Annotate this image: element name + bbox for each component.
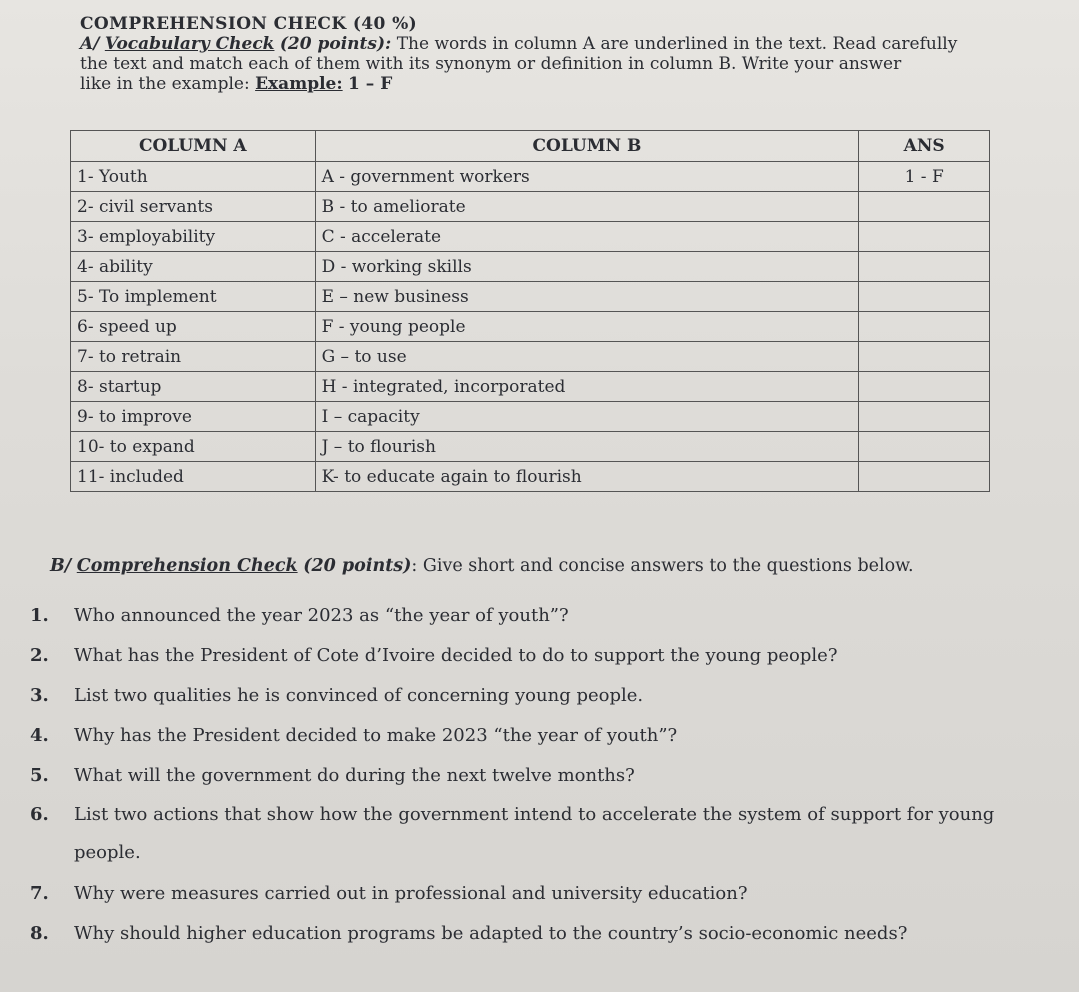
question-item <box>30 716 1030 756</box>
question-text: List two actions that show how the government intend to accelerate the system of support for young people. <box>74 804 995 863</box>
part-a-instruction-3: like in the example: <box>80 74 250 94</box>
question-text: Why should higher education programs be adapted to the country’s socio-economic needs? <box>74 923 908 944</box>
part-b-points: (20 points) <box>303 556 412 576</box>
column-a-cell: 6- speed up <box>71 312 316 342</box>
part-a-instruction-1: The words in column A are underlined in the text. Read carefully <box>396 34 958 54</box>
answer-cell[interactable] <box>859 462 990 492</box>
column-a-header: COLUMN A <box>71 131 316 162</box>
question-number: 6. <box>30 804 49 825</box>
table-row <box>71 162 990 192</box>
table-row <box>71 252 990 282</box>
question-item <box>30 676 1030 716</box>
question-text: Who announced the year 2023 as “the year of youth”? <box>74 605 569 626</box>
column-b-header: COLUMN B <box>315 131 859 162</box>
column-b-cell: C - accelerate <box>315 222 859 252</box>
question-number: 8. <box>30 923 49 944</box>
part-b-label: B/ <box>50 556 72 576</box>
question-number: 7. <box>30 883 49 904</box>
answer-cell[interactable] <box>859 252 990 282</box>
question-item <box>30 756 1030 796</box>
column-a-cell: 7- to retrain <box>71 342 316 372</box>
answer-cell[interactable] <box>859 372 990 402</box>
answer-cell[interactable] <box>859 432 990 462</box>
table-row <box>71 372 990 402</box>
answer-column-header: ANS <box>859 131 990 162</box>
table-header-row <box>71 131 990 162</box>
column-a-cell: 1- Youth <box>71 162 316 192</box>
column-a-cell: 11- included <box>71 462 316 492</box>
table-row <box>71 222 990 252</box>
question-text: List two qualities he is convinced of concerning young people. <box>74 685 644 706</box>
question-item <box>30 914 1030 954</box>
column-a-cell: 5- To implement <box>71 282 316 312</box>
answer-cell[interactable] <box>859 192 990 222</box>
part-a-points: (20 points): <box>279 34 392 54</box>
question-text: What will the government do during the next twelve months? <box>74 765 635 786</box>
table-row <box>71 342 990 372</box>
answer-cell[interactable] <box>859 282 990 312</box>
answer-cell[interactable] <box>859 222 990 252</box>
column-b-cell: A - government workers <box>315 162 859 192</box>
table-row <box>71 462 990 492</box>
part-a-instructions <box>80 34 980 94</box>
column-a-cell: 3- employability <box>71 222 316 252</box>
column-b-cell: F - young people <box>315 312 859 342</box>
column-b-cell: I – capacity <box>315 402 859 432</box>
example-label: Example: <box>255 74 343 94</box>
part-a-label: A/ <box>80 34 100 54</box>
answer-cell[interactable] <box>859 342 990 372</box>
column-a-cell: 4- ability <box>71 252 316 282</box>
question-text: What has the President of Cote d’Ivoire decided to do to support the young people? <box>74 645 838 666</box>
example-value: 1 – F <box>348 74 393 94</box>
column-b-cell: G – to use <box>315 342 859 372</box>
table-row <box>71 402 990 432</box>
question-list <box>30 596 1030 954</box>
question-number: 4. <box>30 725 49 746</box>
part-a-line-1 <box>80 34 980 54</box>
column-b-cell: H - integrated, incorporated <box>315 372 859 402</box>
question-number: 2. <box>30 645 49 666</box>
question-number: 5. <box>30 765 49 786</box>
answer-cell[interactable] <box>859 402 990 432</box>
column-b-cell: B - to ameliorate <box>315 192 859 222</box>
column-a-cell: 10- to expand <box>71 432 316 462</box>
question-number: 1. <box>30 605 49 626</box>
column-a-cell: 9- to improve <box>71 402 316 432</box>
question-text: Why were measures carried out in professional and university education? <box>74 883 748 904</box>
column-b-cell: E – new business <box>315 282 859 312</box>
table-row <box>71 312 990 342</box>
section-title: COMPREHENSION CHECK (40 %) <box>80 14 418 34</box>
table-row <box>71 192 990 222</box>
question-item <box>30 874 1030 914</box>
question-item <box>30 796 1024 874</box>
answer-cell[interactable]: 1 - F <box>859 162 990 192</box>
part-a-instruction-2: the text and match each of them with its synonym or definition in column B. Write your answer <box>80 54 902 74</box>
part-a-heading: Vocabulary Check <box>104 34 275 54</box>
column-a-cell: 2- civil servants <box>71 192 316 222</box>
column-b-cell: D - working skills <box>315 252 859 282</box>
part-b-instruction: : Give short and concise answers to the questions below. <box>411 556 914 576</box>
column-a-cell: 8- startup <box>71 372 316 402</box>
question-item <box>30 636 1030 676</box>
column-b-cell: K- to educate again to flourish <box>315 462 859 492</box>
answer-cell[interactable] <box>859 312 990 342</box>
question-number: 3. <box>30 685 49 706</box>
part-b-instructions <box>50 556 914 576</box>
vocabulary-table <box>70 130 990 492</box>
part-a-line-3 <box>80 74 980 94</box>
question-text: Why has the President decided to make 2023 “the year of youth”? <box>74 725 678 746</box>
table-row <box>71 432 990 462</box>
table-row <box>71 282 990 312</box>
question-item <box>30 596 1030 636</box>
column-b-cell: J – to flourish <box>315 432 859 462</box>
part-b-heading: Comprehension Check <box>76 556 298 576</box>
